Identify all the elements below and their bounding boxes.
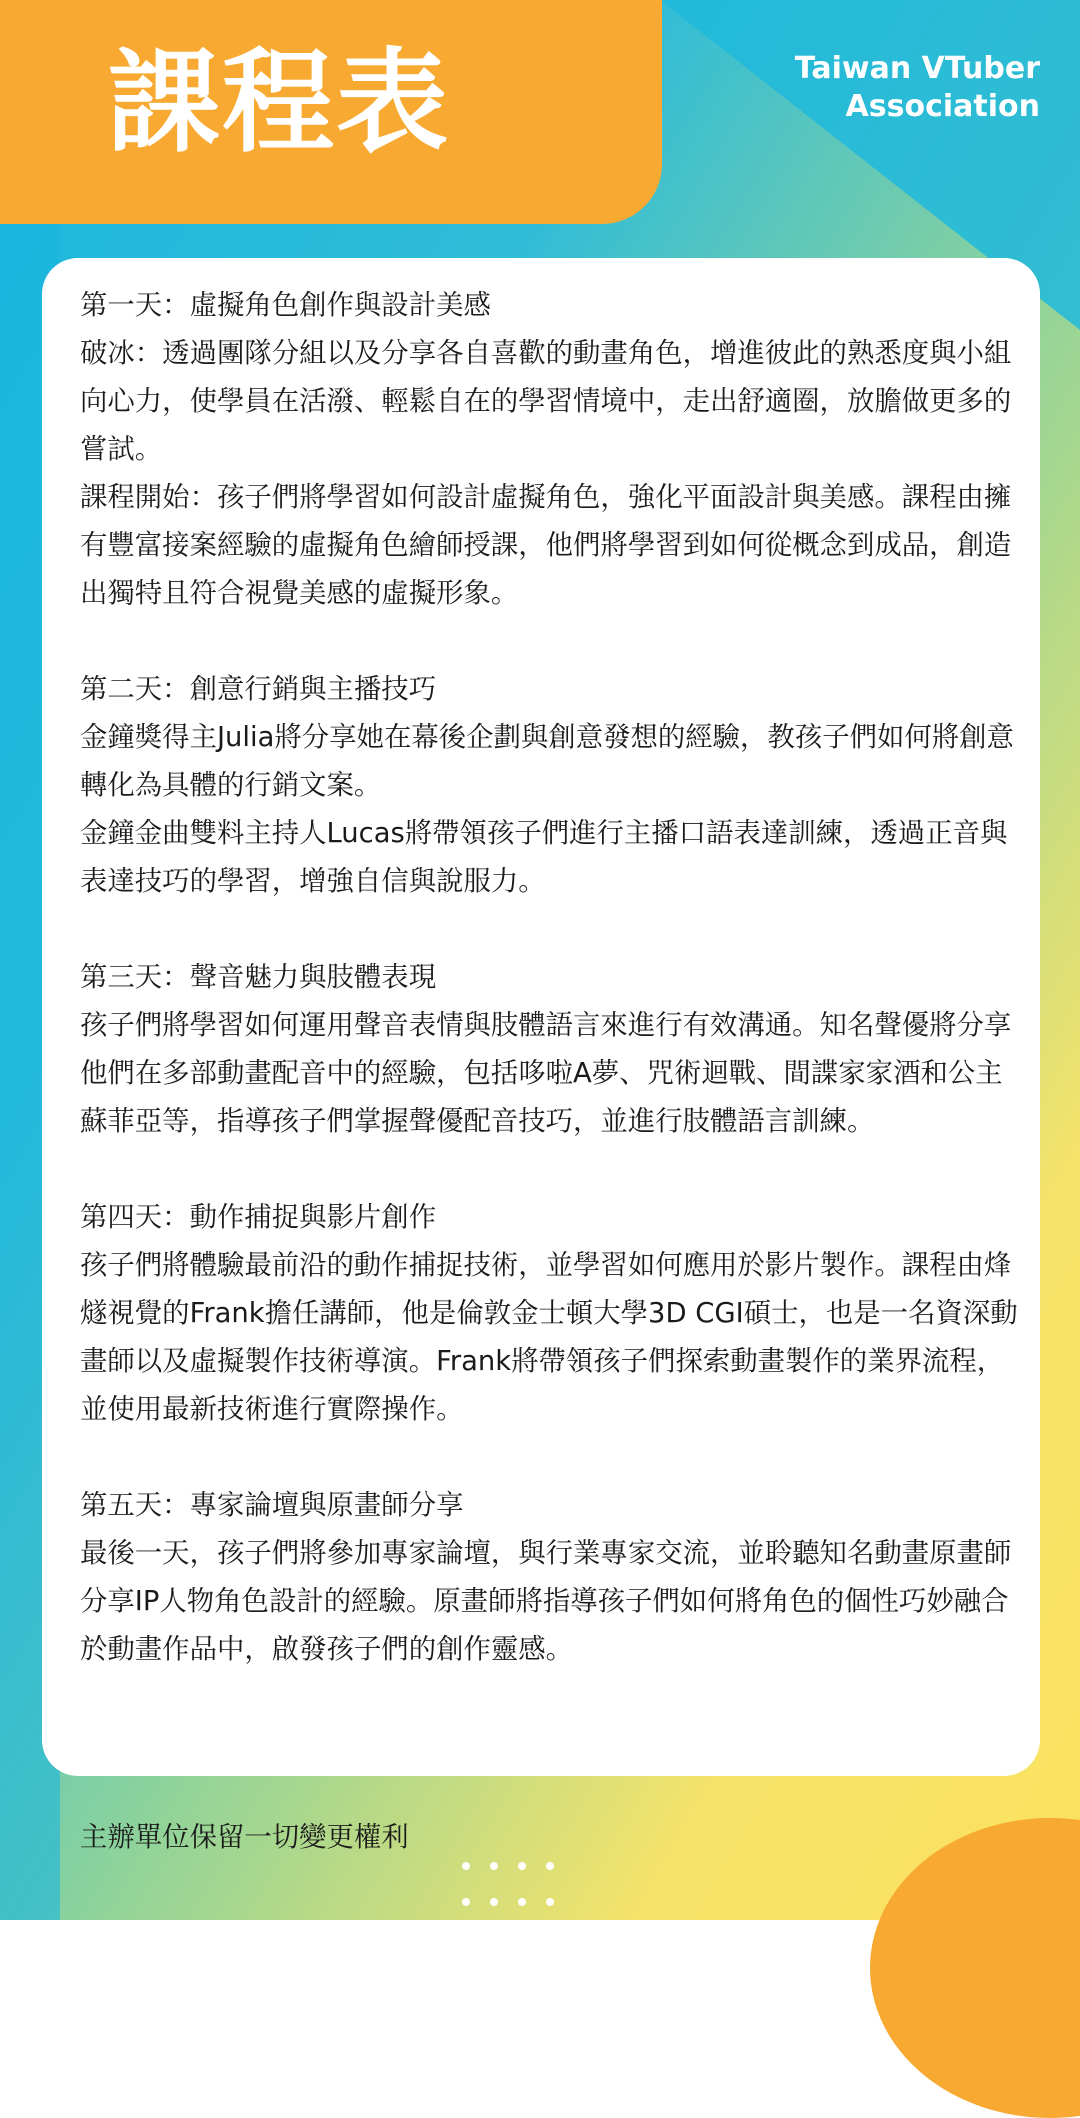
day-heading: 第三天：聲音魅力與肢體表現 xyxy=(80,962,437,993)
day-heading: 第五天：專家論壇與原畫師分享 xyxy=(80,1490,464,1521)
organization-name-line2: Association xyxy=(845,89,1040,124)
decorative-dots xyxy=(460,1858,560,1918)
day-heading: 第二天：創意行銷與主播技巧 xyxy=(80,674,437,705)
day-heading: 第一天：虛擬角色創作與設計美感 xyxy=(80,290,491,321)
day-paragraph: 最後一天，孩子們將參加專家論壇，與行業專家交流，並聆聽知名動畫原畫師分享IP人物角色設計的經驗。原畫師將指導孩子們如何將角色的個性巧妙融合於動畫作品中，啟發孩子們的創作靈感。 xyxy=(80,1538,1012,1665)
day-section xyxy=(80,954,1030,1146)
day-heading: 第四天：動作捕捉與影片創作 xyxy=(80,1202,437,1233)
day-section xyxy=(80,282,1030,618)
day-paragraph: 金鐘獎得主Julia將分享她在幕後企劃與創意發想的經驗，教孩子們如何將創意轉化為具體的行銷文案。 xyxy=(80,722,1014,801)
day-paragraph: 課程開始：孩子們將學習如何設計虛擬角色，強化平面設計與美感。課程由擁有豐富接案經驗的虛擬角色繪師授課，他們將學習到如何從概念到成品，創造出獨特且符合視覺美感的虛擬形象。 xyxy=(80,482,1012,609)
page-title: 課程表 xyxy=(108,38,450,168)
organization-name xyxy=(740,50,1040,126)
day-section xyxy=(80,1482,1030,1674)
footer-note: 主辦單位保留一切變更權利 xyxy=(80,1822,409,1853)
day-section xyxy=(80,1194,1030,1434)
day-paragraph: 破冰：透過團隊分組以及分享各自喜歡的動畫角色，增進彼此的熟悉度與小組向心力，使學員在活潑、輕鬆自在的學習情境中，走出舒適圈，放膽做更多的嘗試。 xyxy=(80,338,1012,465)
day-paragraph: 孩子們將體驗最前沿的動作捕捉技術，並學習如何應用於影片製作。課程由烽燧視覺的Frank擔任講師，他是倫敦金士頓大學3D CGI碩士，也是一名資深動畫師以及虛擬製作技術導演。Frank將帶領孩子們探索動畫製作的業界流程，並使用最新技術進行實際操作。 xyxy=(80,1250,1018,1425)
schedule-content xyxy=(80,282,1030,1674)
day-paragraph: 金鐘金曲雙料主持人Lucas將帶領孩子們進行主播口語表達訓練，透過正音與表達技巧的學習，增強自信與說服力。 xyxy=(80,818,1008,897)
day-paragraph: 孩子們將學習如何運用聲音表情與肢體語言來進行有效溝通。知名聲優將分享他們在多部動畫配音中的經驗，包括哆啦A夢、咒術迴戰、間諜家家酒和公主蘇菲亞等，指導孩子們掌握聲優配音技巧，並進行肢體語言訓練。 xyxy=(80,1010,1012,1137)
organization-name-line1: Taiwan VTuber xyxy=(794,51,1040,86)
day-section xyxy=(80,666,1030,906)
